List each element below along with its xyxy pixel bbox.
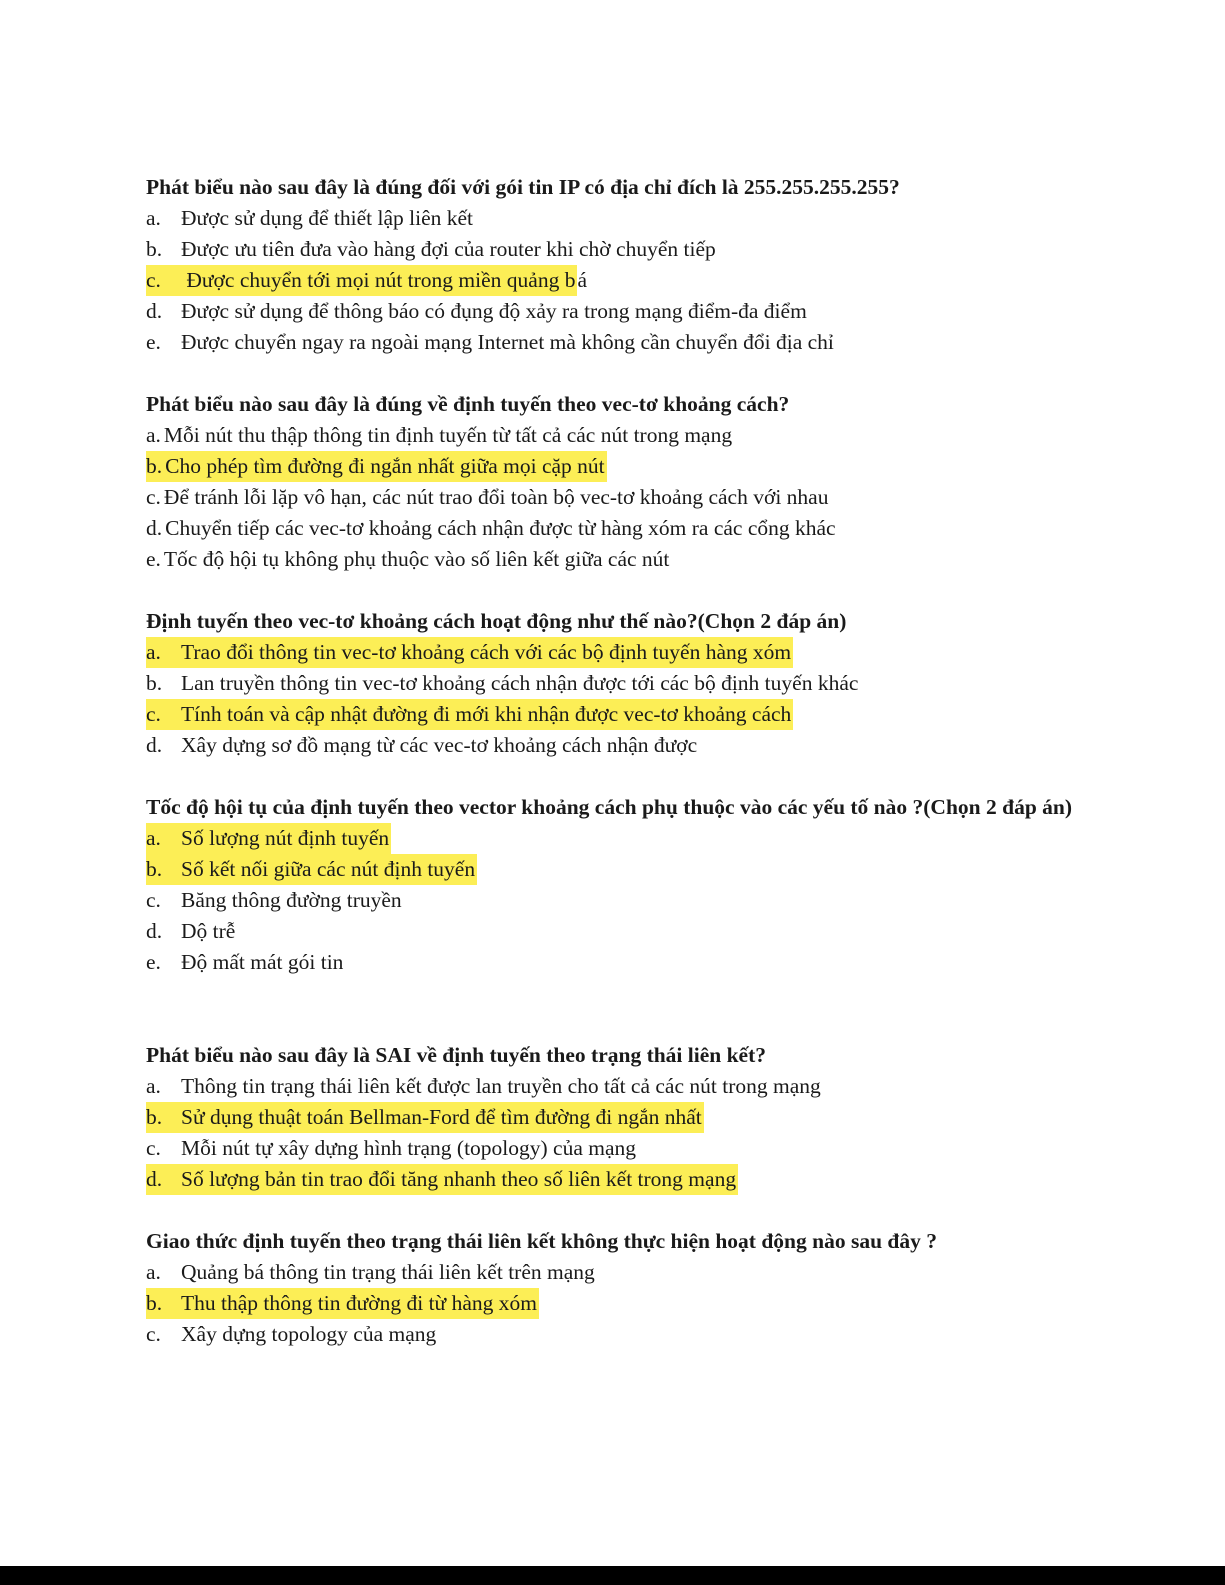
question-title: Phát biểu nào sau đây là SAI về định tuyến theo trạng thái liên kết? [146,1043,767,1067]
option-5c: c. Mỗi nút tự xây dựng hình trạng (topology) của mạng [146,1136,637,1160]
option-4c: c. Băng thông đường truyền [146,888,402,912]
question-3 [146,606,1086,761]
option-1c-highlighted: c. Được chuyển tới mọi nút trong miền quảng bá [146,265,1086,296]
option-2c: c. Để tránh lỗi lặp vô hạn, các nút trao đổi toàn bộ vec-tơ khoảng cách với nhau [146,485,829,509]
question-1 [146,172,1086,358]
answer-highlight: d. Số lượng bản tin trao đổi tăng nhanh theo số liên kết trong mạng [146,1164,738,1195]
answer-highlight: b. Số kết nối giữa các nút định tuyến [146,854,477,885]
option-5d-highlighted [146,1164,1086,1195]
question-5 [146,1040,1086,1195]
answer-highlight: b. Sử dụng thuật toán Bellman-Ford để tìm đường đi ngắn nhất [146,1102,704,1133]
answer-highlight: c. Tính toán và cập nhật đường đi mới khi nhận được vec-tơ khoảng cách [146,699,793,730]
option-2e: e. Tốc độ hội tụ không phụ thuộc vào số liên kết giữa các nút [146,547,670,571]
option-3a-highlighted [146,637,1086,668]
answer-highlight: b. Thu thập thông tin đường đi từ hàng xóm [146,1288,539,1319]
option-1e: e. Được chuyển ngay ra ngoài mạng Internet mà không cần chuyển đổi địa chỉ [146,330,834,354]
option-2a: a. Mỗi nút thu thập thông tin định tuyến từ tất cả các nút trong mạng [146,423,733,447]
question-list [146,172,1086,1350]
option-6a: a. Quảng bá thông tin trạng thái liên kết trên mạng [146,1260,595,1284]
option-3b: b. Lan truyền thông tin vec-tơ khoảng cách nhận được tới các bộ định tuyến khác [146,671,859,695]
question-title: Tốc độ hội tụ của định tuyến theo vector khoảng cách phụ thuộc vào các yếu tố nào ?(Chọn 2 đáp án) [146,795,1073,819]
answer-highlight: a. Trao đổi thông tin vec-tơ khoảng cách với các bộ định tuyến hàng xóm [146,637,793,668]
question-title: Phát biểu nào sau đây là đúng về định tuyến theo vec-tơ khoảng cách? [146,392,790,416]
question-2 [146,389,1086,575]
option-4a-highlighted [146,823,1086,854]
question-4 [146,792,1086,978]
option-2d: d. Chuyển tiếp các vec-tơ khoảng cách nhận được từ hàng xóm ra các cổng khác [146,516,836,540]
question-title: Giao thức định tuyến theo trạng thái liên kết không thực hiện hoạt động nào sau đây ? [146,1229,937,1253]
answer-highlight: b. Cho phép tìm đường đi ngắn nhất giữa mọi cặp nút [146,451,607,482]
question-title: Định tuyến theo vec-tơ khoảng cách hoạt động như thế nào?(Chọn 2 đáp án) [146,609,847,633]
option-4b-highlighted [146,854,1086,885]
option-1d: d. Được sử dụng để thông báo có đụng độ xảy ra trong mạng điểm-đa điểm [146,299,807,323]
option-3d: d. Xây dựng sơ đồ mạng từ các vec-tơ khoảng cách nhận được [146,733,698,757]
answer-highlight: c. Được chuyển tới mọi nút trong miền quảng b [146,265,577,296]
option-1b: b. Được ưu tiên đưa vào hàng đợi của router khi chờ chuyển tiếp [146,237,716,261]
option-2b-highlighted [146,451,1086,482]
option-5b-highlighted [146,1102,1086,1133]
option-5a: a. Thông tin trạng thái liên kết được lan truyền cho tất cả các nút trong mạng [146,1074,821,1098]
question-6 [146,1226,1086,1350]
option-6b-highlighted [146,1288,1086,1319]
answer-highlight: a. Số lượng nút định tuyến [146,823,391,854]
page-bottom-border [0,1566,1225,1585]
option-1a: a. Được sử dụng để thiết lập liên kết [146,206,474,230]
option-3c-highlighted [146,699,1086,730]
option-4d: d. Dộ trễ [146,919,236,943]
option-4e: e. Độ mất mát gói tin [146,950,344,974]
option-6c: c. Xây dựng topology của mạng [146,1322,437,1346]
question-title: Phát biểu nào sau đây là đúng đối với gói tin IP có địa chỉ đích là 255.255.255.255? [146,175,900,199]
